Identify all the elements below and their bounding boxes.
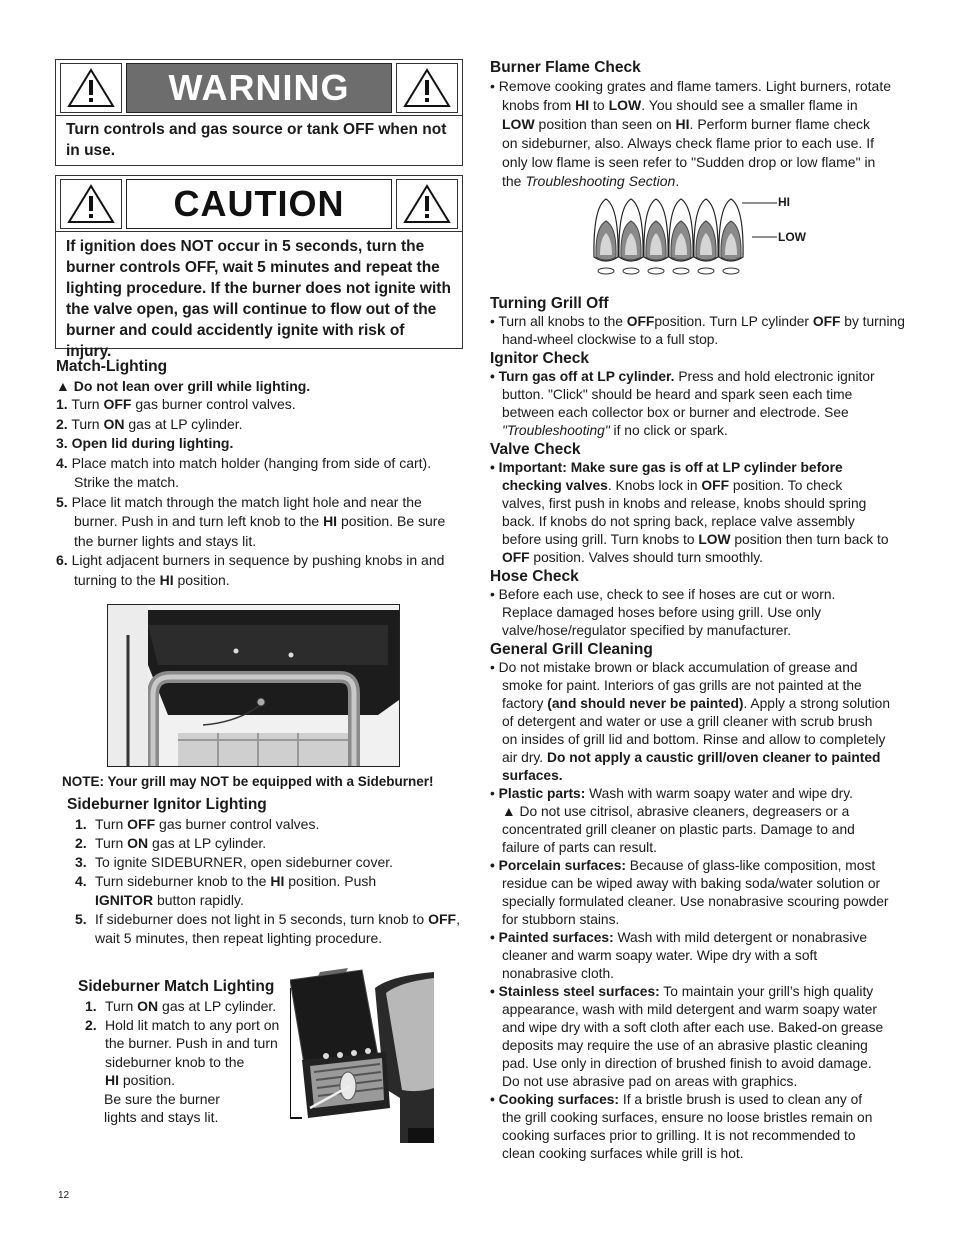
text-line [490,422,920,440]
turning-grill-off-section [490,294,920,349]
text-line [490,115,910,134]
bold-text: • Stainless steel surfaces: [490,984,660,999]
caution-title: CAUTION [126,179,392,229]
text-run: clean cooking surfaces while grill is hot. [502,1146,744,1161]
text-line [490,331,920,349]
step-number: 4. [75,873,87,889]
text-run: . Apply a strong solution [743,696,890,711]
text-run: . Knobs lock in [607,478,702,493]
sideburner-ignitor-step [67,910,477,929]
text-run: Turn [95,816,128,832]
match-lighting-step [56,512,466,532]
text-line [490,622,920,640]
hose-check-text [490,586,920,640]
text-run: smoke for paint. Interiors of gas grills are not painted at the [502,678,862,693]
text-run: Turn [67,396,104,412]
sideburner-match-step [78,1108,298,1127]
sideburner-ignitor-steps [67,815,477,948]
match-lighting-step [56,473,466,493]
text-run: failure of parts can result. [502,840,657,855]
step-number: 1. [75,816,87,832]
text-line [490,1145,920,1163]
caution-banner [56,176,462,232]
flame-hi-label: HI [778,195,790,209]
bold-text: OFF [502,550,530,565]
text-run: Be sure the burner [104,1090,220,1107]
flame-icon [594,199,618,274]
text-line [490,313,920,331]
bold-text: checking valves [502,478,608,493]
text-line [490,153,910,172]
text-line [490,857,920,875]
sideburner-ignitor-section [67,795,477,948]
bold-text: ON [127,835,149,851]
text-line [490,386,920,404]
text-line [490,893,920,911]
text-run: • [490,786,499,801]
warning-banner [56,60,462,116]
bold-text: OFF [127,816,156,832]
text-line [490,586,920,604]
turning-grill-off-heading: Turning Grill Off [490,295,609,312]
grill-match-lighting-image [107,604,400,767]
match-lighting-step [56,571,466,591]
text-run: • Remove cooking grates and flame tamers. Light burners, rotate [490,78,891,94]
text-run: valve/hose/regulator specified by manufacturer. [502,623,792,638]
text-run: factory [502,696,548,711]
text-run: pad. Use only in direction of brushed finish to avoid damage. [502,1056,872,1071]
text-line [490,495,920,513]
text-run: residue can be wiped away with baking soda/water solution or [502,876,881,891]
bold-text: Do not apply a caustic grill/oven cleaner to painted [546,750,881,765]
flame-icon [669,199,693,274]
text-line [490,404,920,422]
text-line [490,172,910,191]
sideburner-match-heading: Sideburner Match Lighting [78,978,275,995]
turning-grill-off-text [490,313,920,349]
caution-triangle-icon [60,179,122,229]
text-run: before using grill. Turn knobs to [502,532,699,547]
text-run: position. To check [729,478,843,493]
text-run: on insides of grill lid and bottom. Rinse and allow to completely [502,732,886,747]
sideburner-match-step [78,1016,298,1035]
sideburner-match-step [78,1034,298,1053]
sideburner-match-section [78,977,298,1127]
warning-text: Turn controls and gas source or tank OFF when not in use. [66,121,447,159]
text-run: on sideburner, also. Always check flame prior to each use. If [502,135,874,151]
text-line [490,947,920,965]
text-line [490,713,920,731]
text-line [490,659,920,677]
general-grill-cleaning-section [490,640,920,1163]
sideburner-ignitor-step [67,853,477,872]
text-run: If sideburner does not light in 5 seconds, turn knob to [95,911,429,927]
text-line [490,459,920,477]
step-number: 5. [75,911,87,927]
warning-title: WARNING [126,63,392,113]
bold-text: OFF [103,396,132,412]
step-number: 1. [56,396,68,412]
bold-text: LOW [502,116,535,132]
text-line [490,604,920,622]
text-run: Do not use abrasive pad on areas with graphics. [502,1074,798,1089]
text-run: position. Valves should turn smoothly. [529,550,763,565]
bold-text: HI [159,571,174,588]
bold-text: HI [323,513,338,529]
match-lighting-step [56,395,466,415]
text-run: . [675,173,680,189]
text-line [490,549,920,567]
text-line [490,477,920,495]
text-line [490,821,920,839]
italic-text: Troubleshooting Section [525,173,676,189]
text-line [490,1091,920,1109]
text-run: air dry. [502,750,547,765]
text-line [490,134,910,153]
sideburner-ignitor-step [67,929,477,948]
bold-text: HI [270,873,285,889]
text-line [490,767,920,785]
match-lighting-heading: Match-Lighting [56,358,168,375]
text-run: appearance, wash with mild detergent and warm soapy water [502,1002,878,1017]
text-line [490,929,920,947]
bold-text: • Turn gas off at LP cylinder. [490,369,675,384]
step-number: 2. [75,835,87,851]
warning-box [55,59,463,166]
text-line [490,839,920,857]
match-lighting-step [56,532,466,552]
hose-check-heading: Hose Check [490,568,579,585]
step-number: 6. [56,552,68,568]
warning-triangle-icon [60,63,122,113]
valve-check-section [490,440,920,567]
text-run: for stubborn stains. [502,912,620,927]
text-run: position. Push [284,873,377,889]
text-run: If a bristle brush is used to clean any of [619,1092,863,1107]
text-run: valves, first push in knobs and release, knobs should spring [502,496,867,511]
match-lighting-step [56,493,466,513]
text-run: lights and stays lit. [104,1109,219,1125]
caution-box [55,175,463,360]
text-line [490,1127,920,1145]
hose-check-section [490,567,920,640]
text-run: only low flame is seen refer to "Sudden drop or low flame" in [502,154,876,170]
text-run: specially formulated cleaner. Use nonabrasive scouring powder [502,894,889,909]
text-run: Turn [95,835,128,851]
text-run: burner. Push in and turn left knob to the [74,513,324,529]
text-run: turning to the [74,571,160,588]
text-run: . You should see a smaller flame in [641,97,858,113]
bold-text: HI [575,97,590,113]
text-run: Replace damaged hoses before using grill. Use only [502,605,822,620]
step-number: 2. [56,415,68,432]
text-run: To ignite SIDEBURNER, open sideburner cover. [95,854,394,870]
text-line [490,749,920,767]
text-run: Light adjacent burners in sequence by pushing knobs in and [67,552,445,568]
flame-low-label: LOW [778,230,806,244]
right-column-sections [490,294,920,1163]
text-line [490,1055,920,1073]
bold-text: OFF [701,478,729,493]
step-number: 5. [56,493,68,510]
ignitor-check-text [490,368,920,440]
match-lighting-step [56,434,466,454]
flame-icon [644,199,668,274]
match-lighting-step [56,454,466,474]
text-line [490,368,920,386]
sideburner-match-step [78,1090,298,1109]
general-grill-cleaning-heading: General Grill Cleaning [490,641,653,658]
text-line [490,1001,920,1019]
text-run: , [456,911,460,927]
text-run: Press and hold electronic ignitor [674,369,875,384]
text-run: • Before each use, check to see if hoses are cut or worn. [490,587,836,602]
sideburner-match-step [78,1071,298,1090]
italic-text: "Troubleshooting" [502,423,610,438]
burner-flame-text [490,77,910,191]
text-run: . Perform burner flame check [689,116,871,132]
sideburner-note: NOTE: Your grill may NOT be equipped with a Sideburner! [62,774,434,789]
sideburner-match-steps [78,997,298,1127]
text-run: Open lid during lighting. [67,435,234,451]
text-run: wait 5 minutes, then repeat lighting procedure. [95,930,383,946]
text-run: ▲ Do not use citrisol, abrasive cleaners, degreasers or a [502,804,850,819]
text-line [490,695,920,713]
text-run: • Turn all knobs to the [490,314,627,329]
text-run: Wash with warm soapy water and wipe dry. [585,786,853,801]
text-run: and wipe dry with a soft cloth after each use. Baked-on grease [502,1020,884,1035]
step-number: 4. [56,454,68,471]
text-line [490,677,920,695]
text-line [490,911,920,929]
text-run: Place match into match holder (hanging from side of cart). [67,454,432,471]
match-lighting-section [56,357,466,590]
text-run: gas at LP cylinder. [148,835,267,851]
bold-text: OFF [428,911,457,927]
general-grill-cleaning-text [490,659,920,1163]
flame-icon [719,199,743,274]
text-run: Turn [105,998,138,1014]
text-run: between each collector box or burner and electrode. See [502,405,849,420]
sideburner-ignitor-step [67,891,477,910]
bold-text: HI [105,1072,119,1088]
flame-icon [694,199,718,274]
text-line [490,983,920,1001]
text-run: position. Be sure [337,513,446,529]
text-run: of detergent and water or use a grill cleaner with scrub brush [502,714,873,729]
step-number: 1. [85,998,97,1014]
text-line [490,1019,920,1037]
bold-text: (and should never be painted) [547,696,744,711]
bold-text: ON [103,415,125,432]
step-number: 2. [85,1016,97,1033]
burner-flame-heading: Burner Flame Check [490,59,641,76]
text-line [490,875,920,893]
burner-flame-section [490,58,910,191]
text-run: Wash with mild detergent or nonabrasive [613,930,868,945]
text-run: the [502,173,526,189]
text-run: To maintain your grill’s high quality [659,984,874,999]
text-line [490,513,920,531]
text-run: position. [173,571,230,588]
sideburner-match-step [78,1053,298,1072]
valve-check-text [490,459,920,567]
bold-text: Plastic parts: [498,786,586,801]
text-run: knobs from [502,97,576,113]
step-number: 3. [56,435,68,451]
text-run: Turn [67,415,104,432]
text-run: Place lit match through the match light hole and near the [67,493,422,510]
bold-text: LOW [698,532,731,547]
text-run: • Do not mistake brown or black accumulation of grease and [490,660,858,675]
text-run: if no click or spark. [609,423,728,438]
text-line [490,803,920,821]
match-lighting-steps [56,395,466,590]
text-line [490,1109,920,1127]
text-run: Because of glass-like composition, most [625,858,876,873]
text-run: cooking surfaces prior to grilling. It is not recommended to [502,1128,856,1143]
bold-text: • Porcelain surfaces: [490,858,626,873]
bold-text: OFF [626,314,655,329]
text-run: by turning [840,314,905,329]
caution-text: If ignition does NOT occur in 5 seconds, turn the burner controls OFF, wait 5 minutes and repeat the lighting procedure. If the burner does not ignite with the valve open, gas will continue to flow out of the burner and could accidently ignite with risk of injury. [66,238,451,360]
text-run: cleaner and warm soapy water. Wipe dry with a soft [502,948,818,963]
text-line [490,531,920,549]
text-run: the burner lights and stays lit. [74,532,257,549]
match-lighting-step [56,551,466,571]
text-run: button rapidly. [153,892,244,908]
text-line [490,785,920,803]
match-lighting-step [56,415,466,435]
sideburner-ignitor-step [67,834,477,853]
bold-text: • Important: Make sure gas is off at LP cylinder before [490,460,843,475]
text-run: Hold lit match to any port on [105,1016,280,1033]
caution-triangle-icon [396,179,458,229]
text-line [490,77,910,96]
text-run: Turn sideburner knob to the [95,873,271,889]
bold-text: • Cooking surfaces: [490,1092,620,1107]
ignitor-check-heading: Ignitor Check [490,350,590,367]
text-run: gas burner control valves. [131,396,296,412]
bold-text: LOW [608,97,642,113]
text-run: hand-wheel clockwise to a full stop. [502,332,719,347]
text-run: gas burner control valves. [155,816,320,832]
bold-text: surfaces. [502,768,563,783]
flame-diagram [592,195,822,280]
text-run: gas at LP cylinder. [158,998,277,1014]
page-number: 12 [58,1190,70,1201]
text-run: Strike the match. [74,474,180,490]
valve-check-heading: Valve Check [490,441,581,458]
text-run: gas at LP cylinder. [124,415,243,432]
text-run: to [589,97,609,113]
sideburner-ignitor-heading: Sideburner Ignitor Lighting [67,796,267,813]
bold-text: • Painted surfaces: [490,930,614,945]
bold-text: HI [675,116,690,132]
text-run: position then turn back to [730,532,889,547]
sideburner-match-step [78,997,298,1016]
sideburner-ignitor-step [67,815,477,834]
text-line [490,965,920,983]
warning-triangle-icon [396,63,458,113]
text-run: position. Turn LP cylinder [654,314,813,329]
text-run: sideburner knob to the [105,1053,245,1070]
bold-text: IGNITOR [95,892,154,908]
text-run: back. If knobs do not spring back, replace valve assembly [502,514,855,529]
flame-icon [619,199,643,274]
text-run: deposits may require the use of an abrasive plastic cleaning [502,1038,868,1053]
sideburner-ignitor-step [67,872,477,891]
bold-text: OFF [812,314,841,329]
text-line [490,731,920,749]
text-run: button. "Click" should be heard and spark seen each time [502,387,853,402]
step-number: 3. [75,854,87,870]
text-line [490,1073,920,1091]
text-run: the grill cooking surfaces, ensure no loose bristles remain on [502,1110,873,1125]
text-run: position than seen on [534,116,676,132]
match-lighting-warning: ▲ Do not lean over grill while lighting. [56,378,311,394]
text-run: concentrated grill cleaner on plastic parts. Damage to and [502,822,855,837]
bold-text: ON [137,998,159,1014]
text-line [490,96,910,115]
text-run: nonabrasive cloth. [502,966,614,981]
sideburner-image [290,968,434,1143]
ignitor-check-section [490,349,920,440]
text-line [490,1037,920,1055]
text-run: position. [119,1072,176,1088]
text-run: the burner. Push in and turn [105,1035,278,1051]
